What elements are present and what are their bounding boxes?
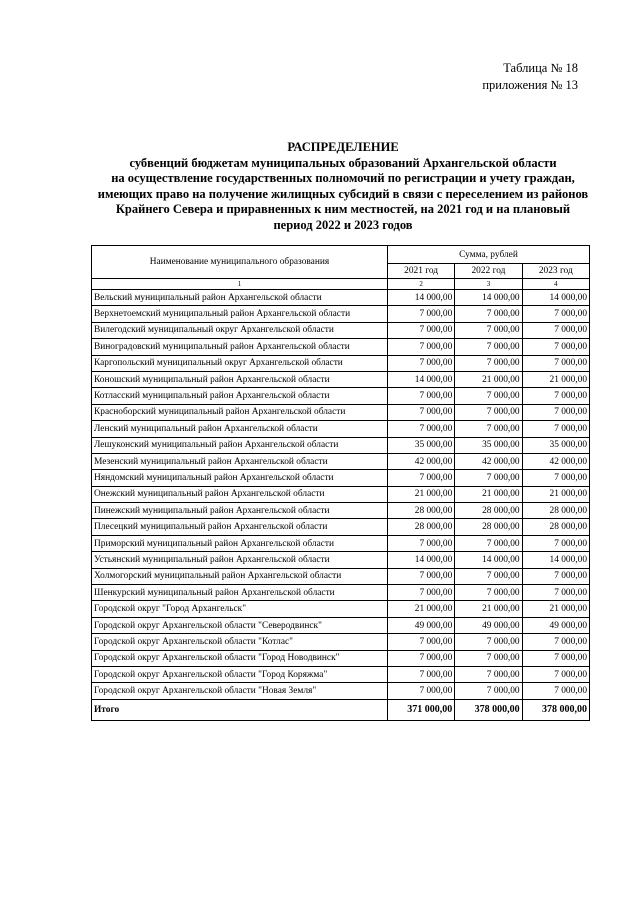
- amount-cell: 7 000,00: [387, 306, 454, 322]
- amount-cell: 7 000,00: [387, 666, 454, 682]
- table-row: [92, 371, 590, 387]
- amount-cell: 49 000,00: [387, 617, 454, 633]
- column-index: 1: [92, 279, 388, 290]
- amount-cell: 7 000,00: [387, 470, 454, 486]
- table-row: [92, 585, 590, 601]
- table-row: [92, 355, 590, 371]
- table-row: [92, 535, 590, 551]
- table-reference: [482, 60, 578, 94]
- amount-cell: 7 000,00: [455, 683, 522, 699]
- header-municipality: Наименование муниципального образования: [92, 246, 388, 279]
- amount-cell: 21 000,00: [455, 486, 522, 502]
- header-sum: Сумма, рублей: [387, 246, 589, 264]
- amount-cell: 7 000,00: [522, 683, 589, 699]
- municipality-name: Котласский муниципальный район Архангельской области: [92, 388, 388, 404]
- column-index: 4: [522, 279, 589, 290]
- amount-cell: 14 000,00: [387, 290, 454, 306]
- amount-cell: 7 000,00: [455, 650, 522, 666]
- table-row: [92, 404, 590, 420]
- amount-cell: 14 000,00: [387, 371, 454, 387]
- municipality-name: Коношский муниципальный район Архангельской области: [92, 371, 388, 387]
- table-row: [92, 683, 590, 699]
- amount-cell: 35 000,00: [455, 437, 522, 453]
- municipality-name: Ленский муниципальный район Архангельской области: [92, 421, 388, 437]
- amount-cell: 21 000,00: [522, 486, 589, 502]
- amount-cell: 21 000,00: [522, 371, 589, 387]
- amount-cell: 28 000,00: [522, 519, 589, 535]
- amount-cell: 7 000,00: [387, 404, 454, 420]
- total-2021: 371 000,00: [387, 699, 454, 720]
- municipality-name: Вилегодский муниципальный округ Архангельской области: [92, 322, 388, 338]
- amount-cell: 7 000,00: [522, 404, 589, 420]
- amount-cell: 7 000,00: [455, 470, 522, 486]
- table-row: [92, 322, 590, 338]
- title-heading: РАСПРЕДЕЛЕНИЕ: [287, 140, 399, 154]
- amount-cell: 7 000,00: [387, 634, 454, 650]
- column-index: 2: [387, 279, 454, 290]
- appendix-number: приложения № 13: [482, 78, 578, 92]
- municipality-name: Городской округ Архангельской области "Котлас": [92, 634, 388, 650]
- amount-cell: 21 000,00: [387, 486, 454, 502]
- amount-cell: 21 000,00: [522, 601, 589, 617]
- amount-cell: 21 000,00: [455, 371, 522, 387]
- total-label: Итого: [92, 699, 388, 720]
- table-row: [92, 339, 590, 355]
- amount-cell: 42 000,00: [387, 453, 454, 469]
- table-row: [92, 519, 590, 535]
- amount-cell: 42 000,00: [455, 453, 522, 469]
- amount-cell: 7 000,00: [387, 421, 454, 437]
- amount-cell: 7 000,00: [522, 421, 589, 437]
- table-row: [92, 421, 590, 437]
- municipality-name: Виноградовский муниципальный район Архангельской области: [92, 339, 388, 355]
- amount-cell: 7 000,00: [455, 355, 522, 371]
- amount-cell: 28 000,00: [522, 503, 589, 519]
- amount-cell: 14 000,00: [455, 290, 522, 306]
- amount-cell: 7 000,00: [387, 339, 454, 355]
- amount-cell: 7 000,00: [522, 666, 589, 682]
- amount-cell: 7 000,00: [387, 568, 454, 584]
- amount-cell: 7 000,00: [522, 535, 589, 551]
- amount-cell: 7 000,00: [387, 388, 454, 404]
- amount-cell: 7 000,00: [522, 355, 589, 371]
- amount-cell: 7 000,00: [455, 322, 522, 338]
- table-row: [92, 453, 590, 469]
- municipality-name: Верхнетоемский муниципальный район Архангельской области: [92, 306, 388, 322]
- amount-cell: 7 000,00: [387, 585, 454, 601]
- amount-cell: 14 000,00: [455, 552, 522, 568]
- municipality-name: Приморский муниципальный район Архангельской области: [92, 535, 388, 551]
- amount-cell: 7 000,00: [387, 322, 454, 338]
- title-line: Крайнего Севера и приравненных к ним местностей, на 2021 год и на плановый: [115, 202, 571, 216]
- municipality-name: Городской округ Архангельской области "Город Коряжма": [92, 666, 388, 682]
- amount-cell: 7 000,00: [455, 421, 522, 437]
- amount-cell: 7 000,00: [522, 388, 589, 404]
- municipality-name: Лешуконский муниципальный район Архангельской области: [92, 437, 388, 453]
- table-row: [92, 666, 590, 682]
- table-row: [92, 568, 590, 584]
- table-row: [92, 437, 590, 453]
- municipality-name: Холмогорский муниципальный район Архангельской области: [92, 568, 388, 584]
- amount-cell: 7 000,00: [522, 568, 589, 584]
- table-row: [92, 290, 590, 306]
- amount-cell: 42 000,00: [522, 453, 589, 469]
- table-row: [92, 306, 590, 322]
- table-row: [92, 634, 590, 650]
- amount-cell: 7 000,00: [455, 388, 522, 404]
- municipality-name: Плесецкий муниципальный район Архангельской области: [92, 519, 388, 535]
- table-row: [92, 617, 590, 633]
- column-index: 3: [455, 279, 522, 290]
- amount-cell: 14 000,00: [522, 290, 589, 306]
- amount-cell: 7 000,00: [522, 306, 589, 322]
- amount-cell: 14 000,00: [387, 552, 454, 568]
- header-year-2021: 2021 год: [387, 264, 454, 279]
- header-year-2023: 2023 год: [522, 264, 589, 279]
- table-row: [92, 552, 590, 568]
- municipality-name: Няндомский муниципальный район Архангельской области: [92, 470, 388, 486]
- amount-cell: 7 000,00: [522, 585, 589, 601]
- amount-cell: 21 000,00: [387, 601, 454, 617]
- amount-cell: 35 000,00: [387, 437, 454, 453]
- amount-cell: 7 000,00: [455, 306, 522, 322]
- table-row: [92, 650, 590, 666]
- municipality-name: Онежский муниципальный район Архангельской области: [92, 486, 388, 502]
- municipality-name: Городской округ Архангельской области "Новая Земля": [92, 683, 388, 699]
- title-line: имеющих право на получение жилищных субсидий в связи с переселением из районов: [97, 186, 589, 201]
- amount-cell: 7 000,00: [455, 568, 522, 584]
- title-line: субвенций бюджетам муниципальных образований Архангельской области: [129, 155, 557, 170]
- amount-cell: 7 000,00: [455, 585, 522, 601]
- title-line: период 2022 и 2023 годов: [273, 217, 413, 232]
- amount-cell: 7 000,00: [522, 650, 589, 666]
- amount-cell: 14 000,00: [522, 552, 589, 568]
- municipality-name: Шенкурский муниципальный район Архангельской области: [92, 585, 388, 601]
- municipality-name: Мезенский муниципальный район Архангельской области: [92, 453, 388, 469]
- header-year-2022: 2022 год: [455, 264, 522, 279]
- title-line: на осуществление государственных полномочий по регистрации и учету граждан,: [111, 171, 575, 185]
- table-number: Таблица № 18: [503, 61, 578, 75]
- amount-cell: 21 000,00: [455, 601, 522, 617]
- municipality-name: Городской округ Архангельской области "Северодвинск": [92, 617, 388, 633]
- total-2022: 378 000,00: [455, 699, 522, 720]
- municipality-name: Каргопольский муниципальный округ Архангельской области: [92, 355, 388, 371]
- table-row: [92, 388, 590, 404]
- amount-cell: 7 000,00: [455, 634, 522, 650]
- amount-cell: 35 000,00: [522, 437, 589, 453]
- distribution-table: [91, 245, 590, 721]
- amount-cell: 7 000,00: [455, 404, 522, 420]
- table-row: [92, 486, 590, 502]
- amount-cell: 7 000,00: [522, 634, 589, 650]
- amount-cell: 7 000,00: [455, 535, 522, 551]
- amount-cell: 28 000,00: [387, 503, 454, 519]
- municipality-name: Пинежский муниципальный район Архангельской области: [92, 503, 388, 519]
- amount-cell: 7 000,00: [387, 683, 454, 699]
- total-2023: 378 000,00: [522, 699, 589, 720]
- amount-cell: 7 000,00: [387, 535, 454, 551]
- municipality-name: Городской округ "Город Архангельск": [92, 601, 388, 617]
- table-row: [92, 470, 590, 486]
- amount-cell: 28 000,00: [455, 519, 522, 535]
- amount-cell: 7 000,00: [387, 355, 454, 371]
- amount-cell: 7 000,00: [522, 470, 589, 486]
- amount-cell: 28 000,00: [387, 519, 454, 535]
- amount-cell: 7 000,00: [522, 339, 589, 355]
- amount-cell: 7 000,00: [522, 322, 589, 338]
- table-row: [92, 503, 590, 519]
- table-row: [92, 601, 590, 617]
- amount-cell: 28 000,00: [455, 503, 522, 519]
- amount-cell: 7 000,00: [455, 666, 522, 682]
- document-title: [90, 140, 596, 233]
- municipality-name: Устьянский муниципальный район Архангельской области: [92, 552, 388, 568]
- amount-cell: 49 000,00: [522, 617, 589, 633]
- amount-cell: 7 000,00: [387, 650, 454, 666]
- total-row: [92, 699, 590, 720]
- municipality-name: Городской округ Архангельской области "Город Новодвинск": [92, 650, 388, 666]
- amount-cell: 49 000,00: [455, 617, 522, 633]
- municipality-name: Красноборский муниципальный район Архангельской области: [92, 404, 388, 420]
- municipality-name: Вельский муниципальный район Архангельской области: [92, 290, 388, 306]
- amount-cell: 7 000,00: [455, 339, 522, 355]
